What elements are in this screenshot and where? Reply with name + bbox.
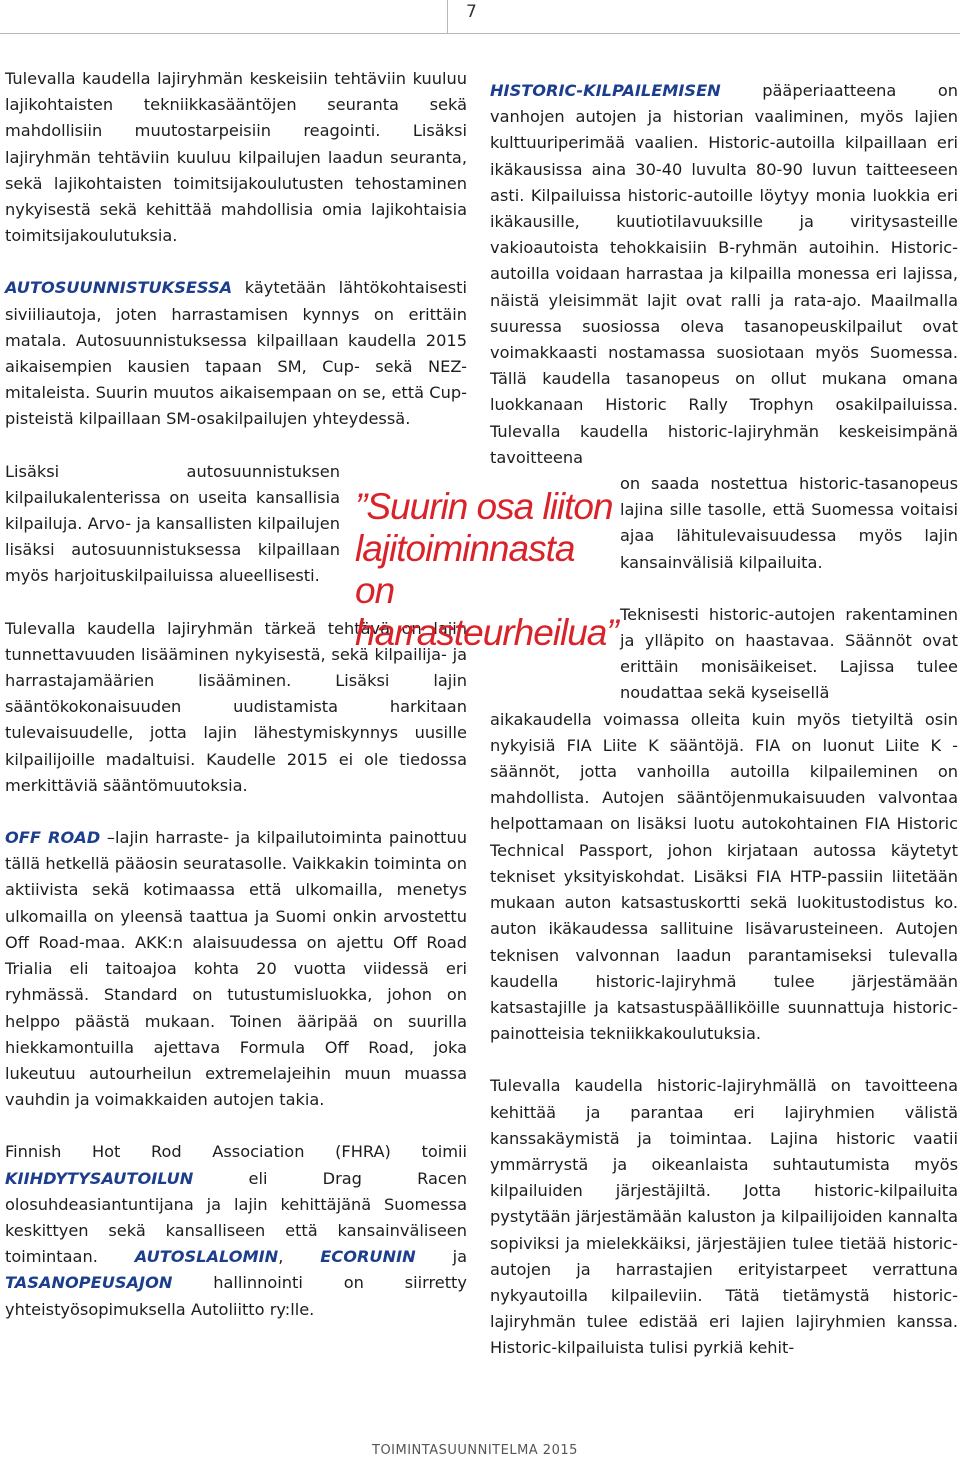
paragraph-lajiryhma-tehtavat: Tulevalla kaudella lajiryhmän keskeisiin tehtäviin kuuluu lajikohtaisten tekniikkasääntöjen seuranta sekä mahdollisiin muutostarpeisiin reagointi. Lisäksi lajiryhmän tehtäviin kuuluu kilpailujen laadun seuranta, sekä lajikohtaisten toimitsijakoulutusten tehostaminen nykyisestä sekä kehittää mahdollisia omia lajikohtaisia toimitsijakoulutuksia. (5, 69, 467, 246)
header-rule (0, 33, 960, 34)
keyword-historic-kilpaileminen: HISTORIC-KILPAILEMISEN (490, 81, 721, 100)
paragraph-fhra: Finnish Hot Rod Association (FHRA) toimii KIIHDYTYSAUTOILUN eli Drag Racen olosuhdeasiantuntijana ja lajin kehittäjänä Suomessa keskittyen sekä kansalliseen että kansainväliseen toimintaan. AUTOSLALOMIN, ECORUNIN ja TASANOPEUSAJON hallinnointi on siirretty yhteistyösopimuksella Autoliitto ry:lle. (5, 1142, 467, 1319)
page-footer: TOIMINTASUUNNITELMA 2015 (372, 1443, 578, 1458)
paragraph-historic-tekniikka: aikakaudella voimassa olleita kuin myös tietyiltä osin nykyisiä FIA Liite K sääntöjä. FIA on luonut Liite K -säännöt, jotta vanhoilla autoilla kilpaileminen on mahdollista. Autojen sääntöjenmukaisuuden valvontaa helpottamaan on lisäksi luotu autokohtainen FIA Historic Technical Passport, johon kirjataan autossa käytetyt tekniset yksityiskohdat. Lisäksi FIA HTP-passiin liitetään mukaan auton katsastuskortti sekä luokitustodistus ko. auton ikäkaudessa sallituine lisävarusteineen. Autojen teknisen valvonnan laadun parantamiseksi tulevalla kaudella historic-lajiryhmä tulee järjestämään katsastajille ja katsastuspäälliköille suunnattuja historic-painotteisia tekniikkakoulutuksia. (490, 709, 958, 1044)
pull-quote: ”Suurin osa liiton lajitoiminnasta on harrasteurheilua” (355, 486, 618, 653)
keyword-autosuunnistus: AUTOSUUNNISTUKSESSA (5, 278, 233, 298)
paragraph-historic-kilpaileminen: HISTORIC-KILPAILEMISEN pääperiaatteena on vanhojen autojen ja historian vaaliminen, myös lajien kulttuuriperimää vaalien. Historic-autoilla kilpaillaan eri ikäkausissa aina 30-40 luvulta 80-90 luvun taitteeseen asti. Kilpailuissa historic-autoille löytyy monia luokkia eri ikäkausille, kuutiotilavuuksille ja viritysasteille vakioautoista tehokkaisiin B-ryhmän autoihin. Historic-autoilla voidaan harrastaa ja kilpailla monessa eri lajissa, näistä yleisimmät lajit ovat ralli ja rata-ajo. Maailmalla suuressa suosiossa oleva tasanopeuskilpailut ovat voimakkaasti nostamassa suosiotaan myös Suomessa. Tällä kaudella tasanopeus on ollut mukana omana luokkanaan Historic Rally Trophyn osakilpailuissa. Tulevalla kaudella historic-lajiryhmän keskeisimpänä tavoitteena (490, 81, 958, 467)
left-column (5, 66, 467, 1323)
keyword-ecorun: ECORUNIN (320, 1247, 416, 1267)
paragraph-historic-yhteistyo: Tulevalla kaudella historic-lajiryhmällä on tavoitteena kehittää ja parantaa eri lajiryhmien välistä kanssakäymistä ja toimintaa. Lajina historic vaatii ymmärrystä ja oikeanlaista suhtautumista myös kilpailuiden järjestäjiltä. Jotta historic-kilpailuita pystytään järjestämään kaluston ja kilpailijoiden kannalta sopiviksi ja mielekkäiksi, järjestäjien tulee tietää historic-autojen ja harrastajien erityistarpeet verrattuna nykyautoilla kilpaileviin. Tätä tietämystä historic-lajiryhmän tulee edistää eri lajien lajiryhmien kanssa. Historic-kilpailuista tulisi pyrkiä kehit- (490, 1076, 958, 1358)
paragraph-historic-tavoite: on saada nostettua historic-tasanopeus lajina sille tasolle, että Suomessa voitaisi ajaa lähitulevaisuudessa myös lajin kansainvälisiä kilpailuita. (620, 474, 958, 572)
keyword-off-road: OFF ROAD (5, 828, 101, 848)
right-column (490, 78, 958, 1362)
keyword-kiihdytysautoilu: KIIHDYTYSAUTOILUN (5, 1168, 194, 1188)
header-divider (447, 0, 448, 34)
paragraph-tunnettavuus: Tulevalla kaudella lajiryhmän tärkeä tehtävä on lajin tunnettavuuden lisääminen nykyisestä, sekä kilpailija- ja harrastajamäärien lisääminen. Lisäksi lajin sääntökokonaisuuden uudistamista harkitaan tulevaisuudelle, jotta lajin lähestymiskynnys uusille kilpailijoille madaltuisi. Kaudelle 2015 ei ole tiedossa merkittäviä sääntömuutoksia. (5, 618, 467, 795)
paragraph-kilpailukalenteri: Lisäksi autosuunnistuksen kilpailukalenterissa on useita kansallisia kilpailuja. Arvo- ja kansallisten kilpailujen lisäksi autosuunnistuksessa kilpaillaan myös harjoituskilpailuissa alueellisesti. (5, 461, 340, 586)
keyword-autoslalom: AUTOSLALOMIN (134, 1247, 279, 1267)
paragraph-autosuunnistus: AUTOSUUNNISTUKSESSA käytetään lähtökohtaisesti siviiliautoja, joten harrastamisen kynnys on erittäin matala. Autosuunnistuksessa kilpaillaan kaudella 2015 aikaisempien kausien tapaan SM, Cup- sekä NEZ-mitaleista. Suurin muutos aikaisempaan on se, että Cup-pisteistä kilpaillaan SM-osakilpailujen yhteydessä. (5, 278, 467, 429)
paragraph-off-road: OFF ROAD –lajin harraste- ja kilpailutoiminta painottuu tällä hetkellä pääosin seuratasolle. Vaikkakin toiminta on aktiivista sekä kotimaassa että ulkomailla, menetys ulkomailla on yleensä taattua ja Suomi onkin arvostettu Off Road-maa. AKK:n alaisuudessa on ajettu Off Road Trialia eli taitoajoa kohta 20 vuotta viidessä eri ryhmässä. Standard on tutustumisluokka, johon on helppo päästä mukaan. Toinen ääripää on suurilla hiekkamontuilla ajettava Formula Off Road, joka lukeutuu autourheilun extremelajeihin muun muassa vauhdin ja voimakkaiden autojen takia. (5, 828, 467, 1110)
keyword-tasanopeusajo: TASANOPEUSAJON (5, 1273, 173, 1293)
paragraph-historic-tekniikka-intro: Teknisesti historic-autojen rakentaminen ja ylläpito on haastavaa. Säännöt ovat erittäin monisäikeiset. Lajissa tulee noudattaa sekä kyseisellä (620, 604, 958, 703)
page-header (0, 0, 960, 36)
page-number: 7 (466, 2, 477, 22)
